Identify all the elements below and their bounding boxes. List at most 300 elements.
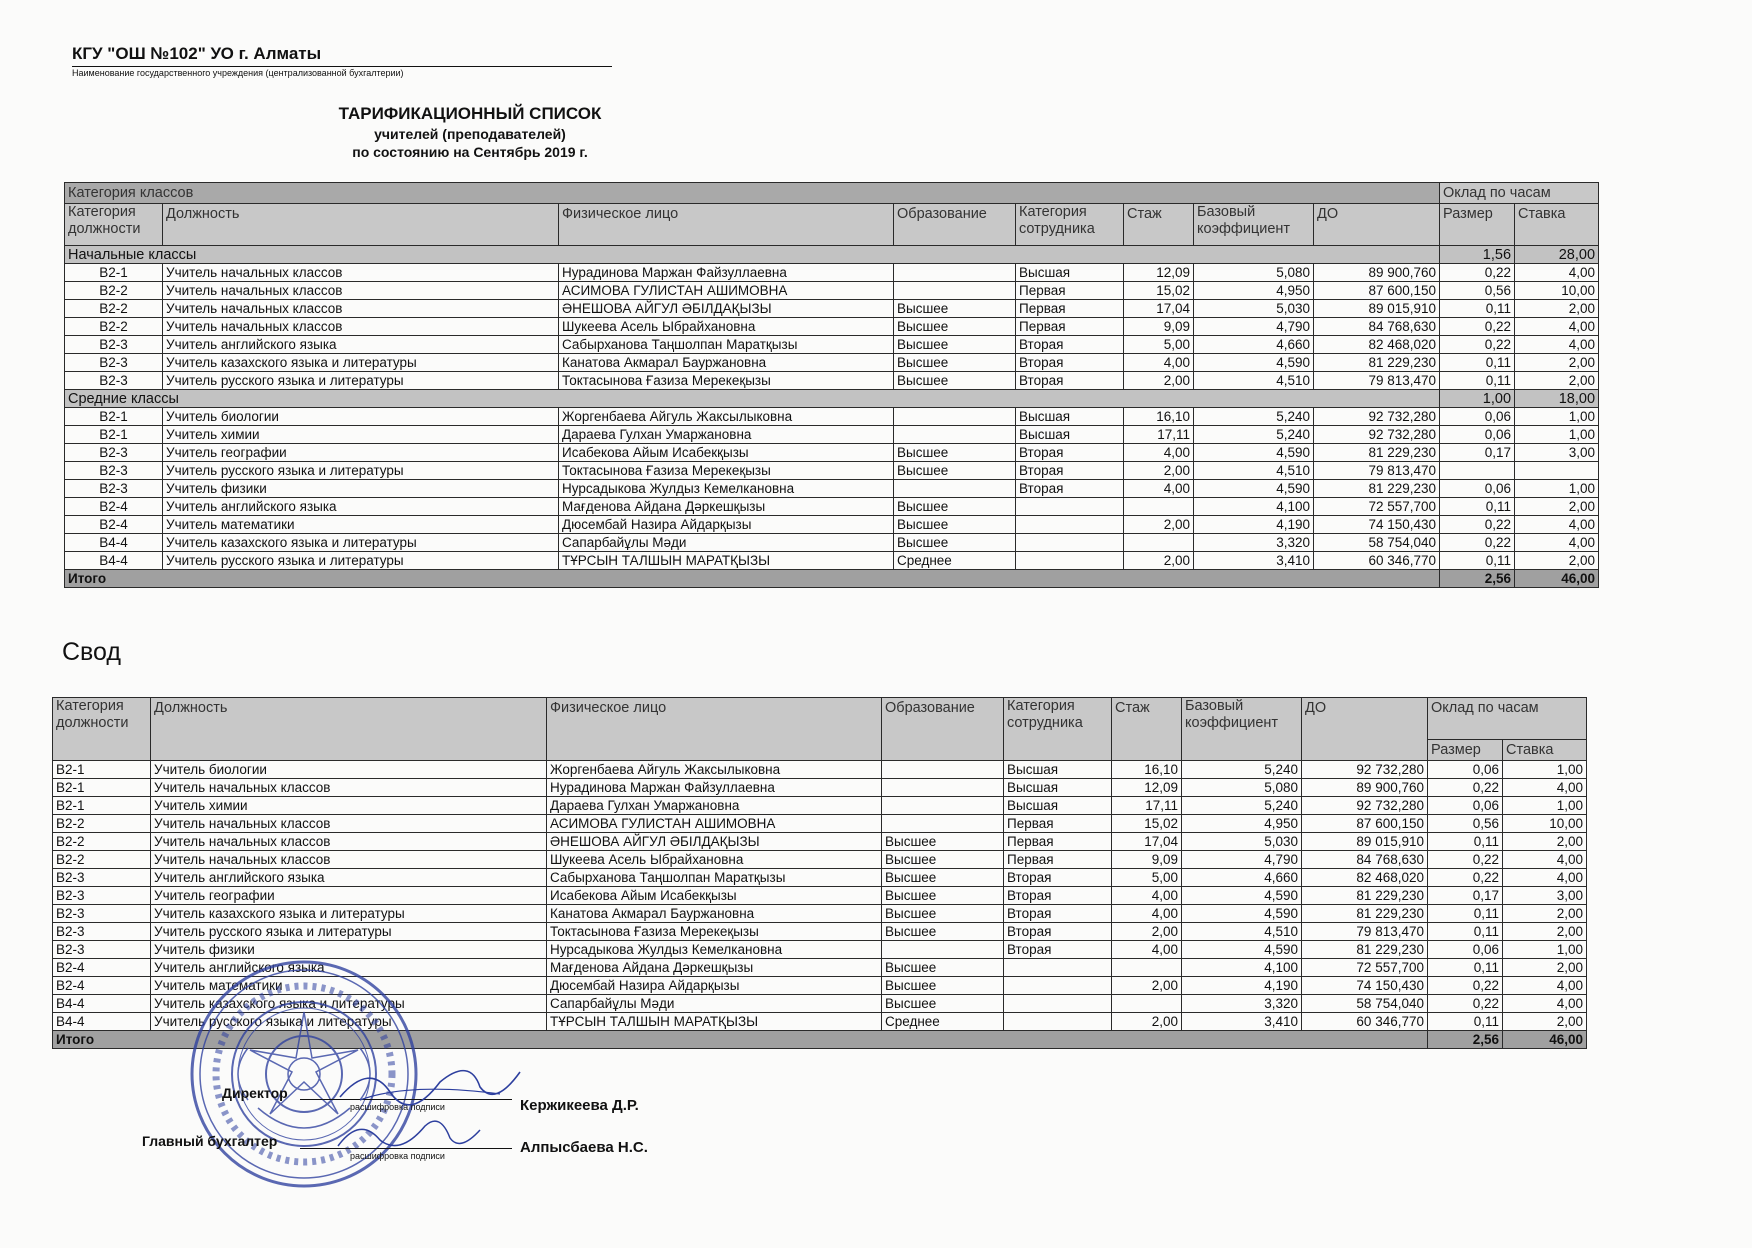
rate-cell: 1,00 [1503, 941, 1587, 959]
employee-category-header: Категория сотрудника [1016, 204, 1124, 246]
director-signature-icon [330, 1052, 530, 1112]
rate-cell: 2,00 [1503, 905, 1587, 923]
summary-row [53, 797, 1587, 815]
employee-category-cell: Первая [1016, 282, 1124, 300]
base-coefficient-cell: 5,240 [1194, 408, 1314, 426]
group-rate: 18,00 [1515, 390, 1599, 408]
education-cell: Высшее [894, 318, 1016, 336]
experience-cell: 2,00 [1124, 552, 1194, 570]
table-row [65, 264, 1599, 282]
position-category-cell: B2-1 [65, 264, 163, 282]
accountant-label: Главный бухгалтер [142, 1133, 278, 1149]
education-cell: Высшее [882, 851, 1004, 869]
employee-category-cell: Высшая [1016, 426, 1124, 444]
position-category-cell: B2-4 [65, 516, 163, 534]
education-cell: Высшее [882, 833, 1004, 851]
size-cell: 0,22 [1428, 977, 1503, 995]
position-cell: Учитель русского языка и литературы [163, 462, 559, 480]
tariff-table [64, 182, 1599, 588]
do-cell: 92 732,280 [1314, 408, 1440, 426]
group-size: 1,00 [1440, 390, 1515, 408]
experience-cell: 4,00 [1112, 887, 1182, 905]
do-cell: 81 229,230 [1302, 905, 1428, 923]
employee-category-cell: Первая [1016, 318, 1124, 336]
education-cell [894, 408, 1016, 426]
education-cell: Высшее [894, 444, 1016, 462]
experience-header: Стаж [1124, 204, 1194, 246]
person-cell: Токтасынова Ғазиза Мерекеқызы [559, 372, 894, 390]
position-cell: Учитель английского языка [163, 498, 559, 516]
summary-base-coefficient-header: Базовый коэффициент [1182, 698, 1302, 761]
size-cell: 0,11 [1440, 354, 1515, 372]
position-cell: Учитель начальных классов [163, 264, 559, 282]
table-row [65, 282, 1599, 300]
summary-row [53, 815, 1587, 833]
position-cell: Учитель казахского языка и литературы [151, 995, 547, 1013]
group-name: Начальные классы [65, 246, 1440, 264]
employee-category-cell: Первая [1004, 833, 1112, 851]
do-cell: 81 229,230 [1302, 941, 1428, 959]
position-category-cell: B2-1 [53, 761, 151, 779]
do-cell: 74 150,430 [1314, 516, 1440, 534]
education-cell [894, 282, 1016, 300]
size-cell: 0,22 [1428, 851, 1503, 869]
position-cell: Учитель русского языка и литературы [151, 923, 547, 941]
employee-category-cell [1016, 516, 1124, 534]
accountant-name: Алпысбаева Н.С. [520, 1139, 648, 1156]
position-cell: Учитель математики [151, 977, 547, 995]
base-coefficient-cell: 5,240 [1182, 761, 1302, 779]
position-category-cell: B2-1 [53, 797, 151, 815]
summary-row [53, 905, 1587, 923]
person-cell: Токтасынова Ғазиза Мерекеқызы [559, 462, 894, 480]
size-cell: 0,11 [1440, 552, 1515, 570]
employee-category-cell: Первая [1016, 300, 1124, 318]
do-cell: 87 600,150 [1302, 815, 1428, 833]
person-cell: Шукеева Асель Ыбрайхановна [547, 851, 882, 869]
summary-person-header: Физическое лицо [547, 698, 882, 761]
base-coefficient-cell: 4,510 [1194, 372, 1314, 390]
experience-cell: 9,09 [1124, 318, 1194, 336]
rate-cell: 10,00 [1515, 282, 1599, 300]
size-cell: 0,11 [1428, 959, 1503, 977]
summary-hourly-pay-header: Оклад по часам [1428, 698, 1587, 740]
do-cell: 92 732,280 [1302, 797, 1428, 815]
experience-cell: 16,10 [1124, 408, 1194, 426]
position-category-cell: B2-2 [65, 318, 163, 336]
position-cell: Учитель химии [151, 797, 547, 815]
rate-cell: 4,00 [1503, 995, 1587, 1013]
document-title: ТАРИФИКАЦИОННЫЙ СПИСОК [338, 104, 602, 123]
position-category-cell: B2-2 [53, 851, 151, 869]
do-cell: 82 468,020 [1314, 336, 1440, 354]
education-cell: Высшее [882, 959, 1004, 977]
experience-cell [1124, 534, 1194, 552]
position-category-cell: B2-1 [65, 426, 163, 444]
rate-cell: 3,00 [1503, 887, 1587, 905]
size-cell: 0,11 [1428, 833, 1503, 851]
position-cell: Учитель физики [163, 480, 559, 498]
size-cell: 0,06 [1428, 761, 1503, 779]
do-cell: 60 346,770 [1302, 1013, 1428, 1031]
rate-cell: 2,00 [1503, 1013, 1587, 1031]
base-coefficient-cell: 4,190 [1194, 516, 1314, 534]
base-coefficient-cell: 4,790 [1194, 318, 1314, 336]
experience-cell [1124, 498, 1194, 516]
position-category-cell: B2-3 [65, 354, 163, 372]
position-cell: Учитель начальных классов [151, 851, 547, 869]
base-coefficient-cell: 4,590 [1182, 941, 1302, 959]
position-cell: Учитель казахского языка и литературы [163, 534, 559, 552]
do-cell: 81 229,230 [1302, 887, 1428, 905]
do-cell: 84 768,630 [1302, 851, 1428, 869]
accountant-signature-caption: расшифровка подписи [350, 1151, 445, 1161]
total-label: Итого [65, 570, 1440, 588]
person-header: Физическое лицо [559, 204, 894, 246]
person-cell: Жоргенбаева Айгуль Жаксылыковна [559, 408, 894, 426]
experience-cell: 4,00 [1124, 480, 1194, 498]
total-size: 2,56 [1440, 570, 1515, 588]
group-size: 1,56 [1440, 246, 1515, 264]
position-cell: Учитель географии [163, 444, 559, 462]
position-cell: Учитель биологии [163, 408, 559, 426]
base-coefficient-cell: 3,320 [1194, 534, 1314, 552]
person-cell: ӘНЕШОВА АЙГУЛ ӘБІЛДАҚЫЗЫ [547, 833, 882, 851]
person-cell: Нурсадыкова Жулдыз Кемелкановна [547, 941, 882, 959]
experience-cell: 4,00 [1124, 354, 1194, 372]
education-cell: Высшее [894, 516, 1016, 534]
employee-category-cell [1004, 977, 1112, 995]
size-cell: 0,56 [1440, 282, 1515, 300]
table-row [65, 480, 1599, 498]
table-row [65, 498, 1599, 516]
employee-category-cell [1016, 534, 1124, 552]
rate-cell: 4,00 [1515, 516, 1599, 534]
do-cell: 89 900,760 [1314, 264, 1440, 282]
size-cell: 0,06 [1428, 797, 1503, 815]
position-category-cell: B2-4 [65, 498, 163, 516]
summary-row [53, 779, 1587, 797]
employee-category-cell: Высшая [1004, 761, 1112, 779]
do-cell: 74 150,430 [1302, 977, 1428, 995]
position-cell: Учитель русского языка и литературы [163, 372, 559, 390]
group-name: Средние классы [65, 390, 1440, 408]
experience-cell: 17,11 [1112, 797, 1182, 815]
base-coefficient-cell: 4,590 [1182, 887, 1302, 905]
rate-cell: 4,00 [1515, 534, 1599, 552]
person-cell: Дюсембай Назира Айдарқызы [547, 977, 882, 995]
summary-row [53, 833, 1587, 851]
do-cell: 92 732,280 [1302, 761, 1428, 779]
experience-cell: 2,00 [1112, 977, 1182, 995]
position-cell: Учитель английского языка [151, 869, 547, 887]
position-category-cell: B4-4 [53, 1013, 151, 1031]
position-category-cell: B4-4 [53, 995, 151, 1013]
summary-total-size: 2,56 [1428, 1031, 1503, 1049]
position-category-cell: B2-3 [53, 923, 151, 941]
rate-cell: 2,00 [1515, 354, 1599, 372]
education-cell [882, 941, 1004, 959]
rate-cell: 1,00 [1515, 426, 1599, 444]
position-category-cell: B2-4 [53, 977, 151, 995]
do-cell: 82 468,020 [1302, 869, 1428, 887]
experience-cell: 2,00 [1124, 372, 1194, 390]
base-coefficient-cell: 5,080 [1194, 264, 1314, 282]
base-coefficient-cell: 5,080 [1182, 779, 1302, 797]
position-cell: Учитель начальных классов [163, 300, 559, 318]
size-cell: 0,11 [1440, 498, 1515, 516]
size-cell: 0,11 [1428, 1013, 1503, 1031]
rate-cell: 4,00 [1515, 336, 1599, 354]
person-cell: Сабырханова Таңшолпан Маратқызы [547, 869, 882, 887]
table-row [65, 336, 1599, 354]
summary-row [53, 941, 1587, 959]
summary-total-rate: 46,00 [1503, 1031, 1587, 1049]
rate-cell: 4,00 [1503, 977, 1587, 995]
experience-cell: 17,04 [1112, 833, 1182, 851]
employee-category-cell: Вторая [1016, 372, 1124, 390]
summary-row [53, 887, 1587, 905]
experience-cell: 5,00 [1124, 336, 1194, 354]
position-cell: Учитель русского языка и литературы [163, 552, 559, 570]
position-category-cell: B2-3 [53, 887, 151, 905]
table-row [65, 354, 1599, 372]
hourly-pay-header: Оклад по часам [1440, 183, 1599, 204]
position-category-cell: B2-3 [53, 869, 151, 887]
document-subtitle: учителей (преподавателей) [374, 126, 566, 142]
do-cell: 79 813,470 [1314, 462, 1440, 480]
size-cell: 0,22 [1440, 318, 1515, 336]
person-cell: ТҰРСЫН ТАЛШЫН МАРАТҚЫЗЫ [547, 1013, 882, 1031]
summary-size-header: Размер [1428, 740, 1503, 761]
employee-category-cell: Вторая [1004, 941, 1112, 959]
person-cell: Дюсембай Назира Айдарқызы [559, 516, 894, 534]
size-cell: 0,11 [1428, 905, 1503, 923]
position-category-cell: B2-3 [53, 941, 151, 959]
position-cell: Учитель казахского языка и литературы [163, 354, 559, 372]
do-cell: 81 229,230 [1314, 444, 1440, 462]
person-cell: Дараева Гулхан Умаржановна [547, 797, 882, 815]
experience-cell: 2,00 [1112, 923, 1182, 941]
base-coefficient-cell: 5,240 [1182, 797, 1302, 815]
employee-category-cell: Вторая [1004, 887, 1112, 905]
position-cell: Учитель математики [163, 516, 559, 534]
summary-row [53, 923, 1587, 941]
education-cell [894, 264, 1016, 282]
experience-cell: 9,09 [1112, 851, 1182, 869]
employee-category-cell: Высшая [1016, 408, 1124, 426]
summary-total-label: Итого [53, 1031, 1428, 1049]
experience-cell [1112, 959, 1182, 977]
position-category-cell: B2-3 [65, 336, 163, 354]
position-cell: Учитель казахского языка и литературы [151, 905, 547, 923]
employee-category-cell [1016, 552, 1124, 570]
education-cell: Высшее [894, 336, 1016, 354]
rate-cell: 2,00 [1515, 300, 1599, 318]
do-cell: 60 346,770 [1314, 552, 1440, 570]
rate-cell: 1,00 [1503, 761, 1587, 779]
base-coefficient-cell: 4,100 [1194, 498, 1314, 516]
size-cell: 0,56 [1428, 815, 1503, 833]
education-cell [882, 779, 1004, 797]
education-cell: Высшее [882, 923, 1004, 941]
position-category-cell: B2-4 [53, 959, 151, 977]
experience-cell: 2,00 [1124, 462, 1194, 480]
size-cell: 0,22 [1428, 779, 1503, 797]
position-category-cell: B2-1 [53, 779, 151, 797]
person-cell: Токтасынова Ғазиза Мерекеқызы [547, 923, 882, 941]
summary-employee-category-header: Категория сотрудника [1004, 698, 1112, 761]
base-coefficient-cell: 4,510 [1182, 923, 1302, 941]
base-coefficient-cell: 3,410 [1182, 1013, 1302, 1031]
experience-cell: 4,00 [1112, 941, 1182, 959]
base-coefficient-cell: 4,590 [1182, 905, 1302, 923]
table-row [65, 426, 1599, 444]
rate-cell: 4,00 [1515, 318, 1599, 336]
rate-cell: 2,00 [1515, 372, 1599, 390]
do-cell: 89 015,910 [1314, 300, 1440, 318]
size-cell: 0,06 [1428, 941, 1503, 959]
position-cell: Учитель начальных классов [163, 318, 559, 336]
size-cell: 0,22 [1428, 869, 1503, 887]
education-cell: Среднее [894, 552, 1016, 570]
rate-cell: 4,00 [1503, 869, 1587, 887]
employee-category-cell [1004, 959, 1112, 977]
size-cell: 0,11 [1440, 372, 1515, 390]
position-cell: Учитель английского языка [151, 959, 547, 977]
education-cell: Высшее [894, 462, 1016, 480]
person-cell: Сапарбайұлы Мәди [547, 995, 882, 1013]
experience-cell: 4,00 [1124, 444, 1194, 462]
employee-category-cell [1004, 1013, 1112, 1031]
do-cell: 79 813,470 [1302, 923, 1428, 941]
base-coefficient-cell: 4,190 [1182, 977, 1302, 995]
education-cell: Высшее [882, 995, 1004, 1013]
education-cell: Высшее [882, 905, 1004, 923]
size-cell: 0,22 [1428, 995, 1503, 1013]
base-coefficient-cell: 4,100 [1182, 959, 1302, 977]
table-row [65, 444, 1599, 462]
table-row [65, 534, 1599, 552]
position-category-header: Категория должности [65, 204, 163, 246]
position-category-cell: B2-2 [53, 833, 151, 851]
director-name: Кержикеева Д.Р. [520, 1097, 639, 1114]
do-cell: 89 900,760 [1302, 779, 1428, 797]
organization-header [72, 44, 612, 78]
person-cell: Нурадинова Маржан Файзуллаевна [559, 264, 894, 282]
size-header: Размер [1440, 204, 1515, 246]
base-coefficient-cell: 4,590 [1194, 444, 1314, 462]
position-category-cell: B2-2 [65, 300, 163, 318]
experience-cell: 15,02 [1124, 282, 1194, 300]
education-header: Образование [894, 204, 1016, 246]
do-cell: 81 229,230 [1314, 480, 1440, 498]
education-cell: Высшее [882, 869, 1004, 887]
do-cell: 79 813,470 [1314, 372, 1440, 390]
summary-do-header: ДО [1302, 698, 1428, 761]
person-cell: Дараева Гулхан Умаржановна [559, 426, 894, 444]
position-category-cell: B4-4 [65, 552, 163, 570]
person-cell: Нурадинова Маржан Файзуллаевна [547, 779, 882, 797]
position-cell: Учитель биологии [151, 761, 547, 779]
experience-cell [1112, 995, 1182, 1013]
rate-cell: 1,00 [1515, 408, 1599, 426]
do-cell: 84 768,630 [1314, 318, 1440, 336]
group-row [65, 390, 1599, 408]
base-coefficient-cell: 5,030 [1194, 300, 1314, 318]
position-category-cell: B2-3 [65, 462, 163, 480]
rate-cell: 2,00 [1503, 959, 1587, 977]
employee-category-cell: Первая [1004, 851, 1112, 869]
person-cell: Сабырханова Таңшолпан Маратқызы [559, 336, 894, 354]
person-cell: ӘНЕШОВА АЙГУЛ ӘБІЛДАҚЫЗЫ [559, 300, 894, 318]
position-cell: Учитель русского языка и литературы [151, 1013, 547, 1031]
education-cell: Высшее [882, 977, 1004, 995]
person-cell: Исабекова Айым Исабекқызы [547, 887, 882, 905]
position-category-cell: B2-1 [65, 408, 163, 426]
size-cell: 0,22 [1440, 516, 1515, 534]
person-cell: Мағденова Айдана Дәркешқызы [547, 959, 882, 977]
position-category-cell: B2-2 [65, 282, 163, 300]
rate-cell: 2,00 [1503, 833, 1587, 851]
person-cell: Сапарбайұлы Мәди [559, 534, 894, 552]
size-cell: 0,06 [1440, 408, 1515, 426]
position-category-cell: B2-3 [53, 905, 151, 923]
experience-cell: 17,11 [1124, 426, 1194, 444]
education-cell: Высшее [894, 534, 1016, 552]
position-cell: Учитель английского языка [163, 336, 559, 354]
employee-category-cell: Высшая [1016, 264, 1124, 282]
person-cell: Мағденова Айдана Дәркешқызы [559, 498, 894, 516]
director-label: Директор [222, 1085, 288, 1101]
document-title-block [280, 104, 660, 160]
position-cell: Учитель начальных классов [151, 815, 547, 833]
size-cell: 0,22 [1440, 336, 1515, 354]
do-cell: 81 229,230 [1314, 354, 1440, 372]
person-cell: АСИМОВА ГУЛИСТАН АШИМОВНА [547, 815, 882, 833]
base-coefficient-cell: 5,030 [1182, 833, 1302, 851]
experience-cell: 4,00 [1112, 905, 1182, 923]
experience-cell: 15,02 [1112, 815, 1182, 833]
class-category-header: Категория классов [65, 183, 1440, 204]
employee-category-cell [1016, 498, 1124, 516]
experience-cell: 12,09 [1124, 264, 1194, 282]
education-cell: Высшее [882, 887, 1004, 905]
summary-education-header: Образование [882, 698, 1004, 761]
base-coefficient-cell: 4,790 [1182, 851, 1302, 869]
rate-cell: 1,00 [1515, 480, 1599, 498]
summary-position-header: Должность [151, 698, 547, 761]
rate-cell: 4,00 [1515, 264, 1599, 282]
rate-cell: 4,00 [1503, 851, 1587, 869]
person-cell: ТҰРСЫН ТАЛШЫН МАРАТҚЫЗЫ [559, 552, 894, 570]
summary-title: Свод [62, 638, 121, 666]
summary-experience-header: Стаж [1112, 698, 1182, 761]
director-signature-caption: расшифровка подписи [350, 1102, 445, 1112]
education-cell [882, 815, 1004, 833]
experience-cell: 2,00 [1112, 1013, 1182, 1031]
person-cell: Канатова Акмарал Бауржановна [559, 354, 894, 372]
base-coefficient-cell: 4,590 [1194, 354, 1314, 372]
position-cell: Учитель начальных классов [151, 779, 547, 797]
do-cell: 92 732,280 [1314, 426, 1440, 444]
table-row [65, 372, 1599, 390]
education-cell: Высшее [894, 372, 1016, 390]
person-cell: Жоргенбаева Айгуль Жаксылыковна [547, 761, 882, 779]
do-cell: 72 557,700 [1302, 959, 1428, 977]
position-cell: Учитель физики [151, 941, 547, 959]
organization-name: КГУ "ОШ №102" УО г. Алматы [72, 44, 612, 67]
